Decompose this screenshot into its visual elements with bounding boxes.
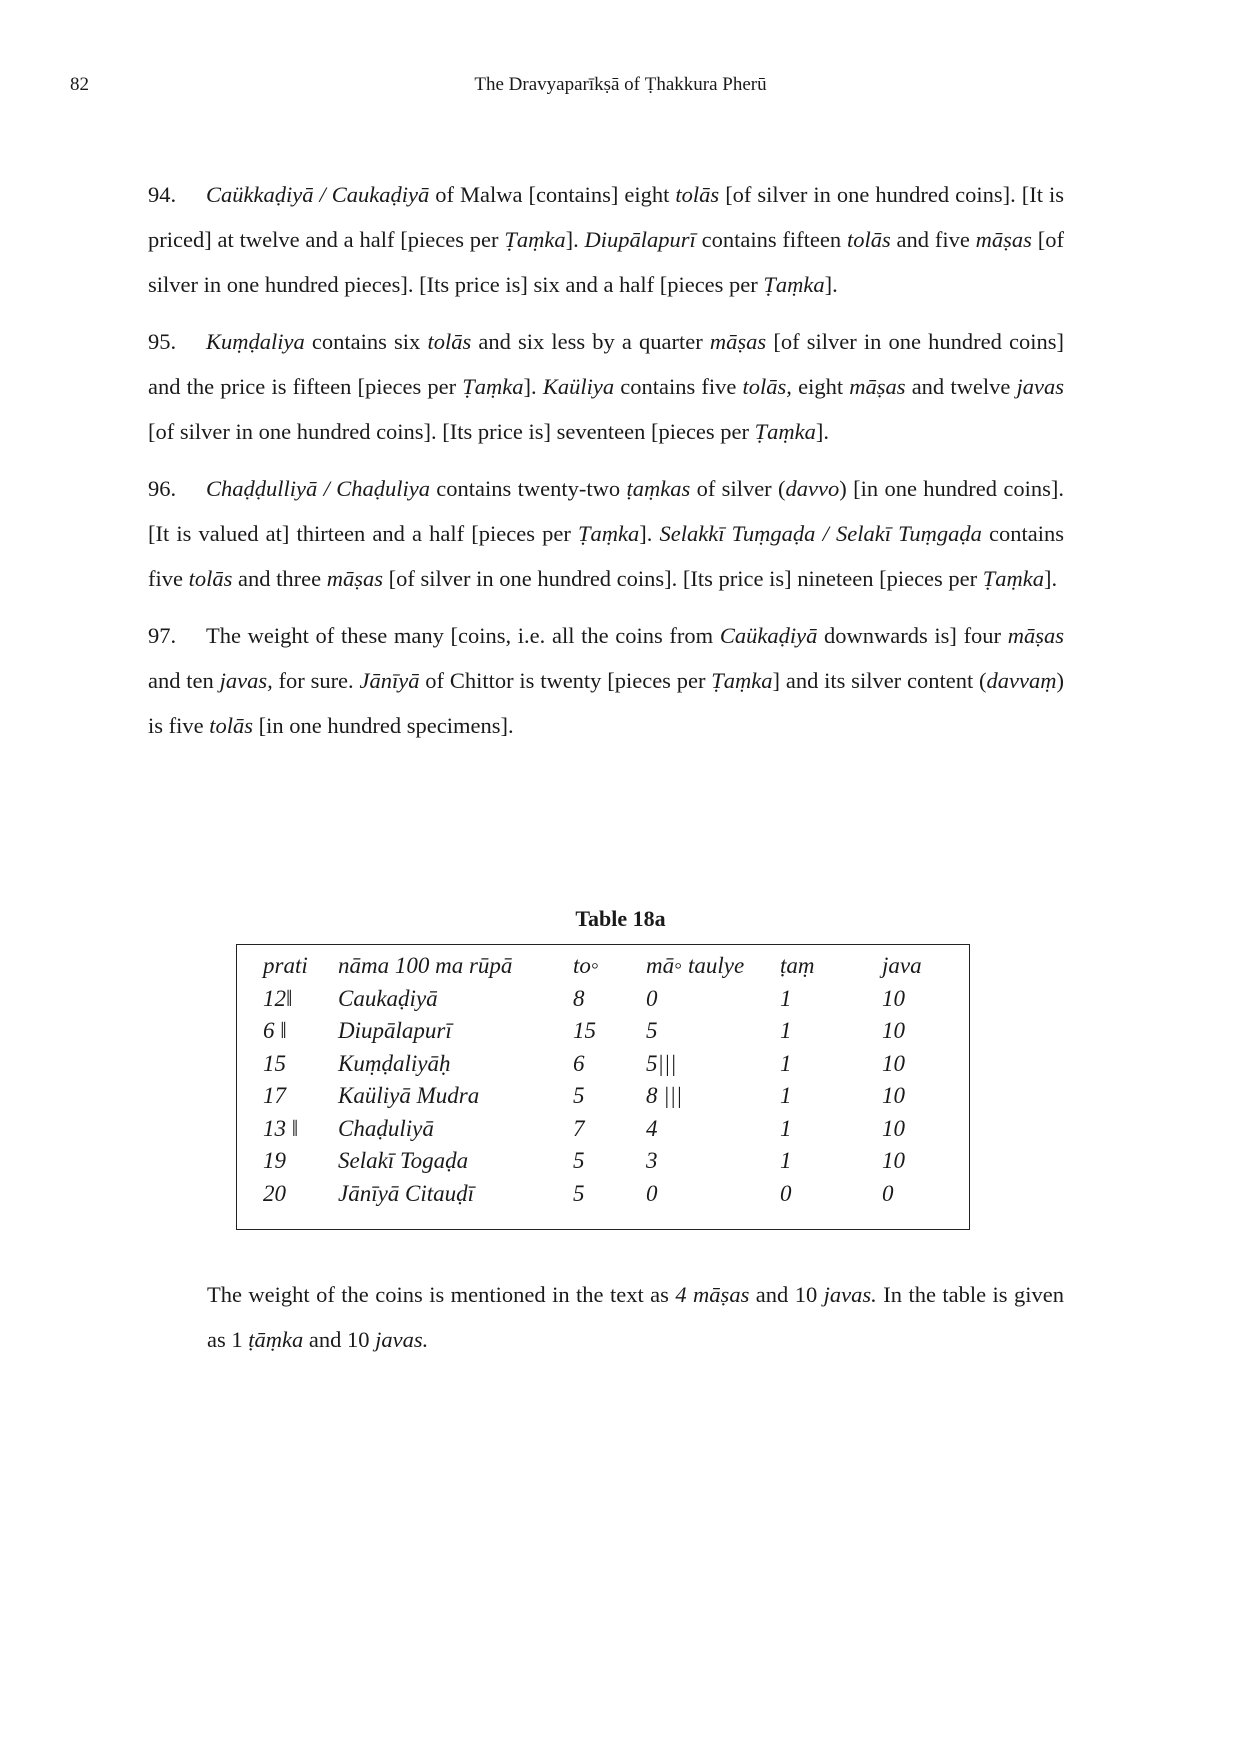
running-title: The Dravyaparīkṣā of Ṭhakkura Pherū <box>474 74 767 95</box>
table-cell: 4 <box>646 1115 658 1141</box>
text-run: and ten <box>148 668 220 693</box>
text-run: contains five <box>614 374 743 399</box>
table-row <box>237 1018 969 1054</box>
text-run: of Chittor is twenty [pieces per <box>419 668 712 693</box>
text-run: and three <box>232 566 327 591</box>
table-cell: 0 <box>646 1180 658 1206</box>
italic-term: māṣas <box>1007 623 1064 648</box>
text-run: and twelve <box>905 374 1017 399</box>
text-run: ) [in one hundred coins]. [It is valued at] thirteen and a half [pieces per <box>148 476 1064 546</box>
italic-term: tolās <box>188 566 233 591</box>
table-cell: Kuṃḍaliyāḥ <box>338 1050 451 1076</box>
italic-term: 4 māṣas <box>675 1282 750 1307</box>
paragraph-body <box>148 476 1064 591</box>
italic-term: Ṭaṃka <box>763 272 825 297</box>
table-row <box>237 986 969 1022</box>
paragraph-96 <box>148 466 1064 601</box>
text-run: and 10 <box>303 1327 376 1352</box>
table-row <box>237 1051 969 1087</box>
paragraph-97 <box>148 613 1064 748</box>
italic-term: māṣas <box>849 374 906 399</box>
table-header-row <box>237 953 969 989</box>
text-run: contains six <box>304 329 428 354</box>
text-run: ]. <box>824 272 838 297</box>
text-run: ]. <box>1044 566 1058 591</box>
italic-term: māṣas <box>975 227 1032 252</box>
italic-term: Ṭaṃka <box>462 374 524 399</box>
text-run: of silver ( <box>690 476 786 501</box>
text-run: [of silver in one hundred coins]. [Its price is] nineteen [pieces per <box>382 566 983 591</box>
table-cell: 1 <box>780 985 792 1011</box>
text-run: The weight of these many [coins, i.e. all the coins from <box>206 623 720 648</box>
italic-term: Diupālapurī <box>584 227 696 252</box>
italic-term: ṭaṃkas <box>626 476 691 501</box>
text-run: contains fifteen <box>695 227 847 252</box>
text-run: for sure. <box>272 668 360 693</box>
italic-term: Kuṃḍaliya <box>206 329 305 354</box>
table-cell: 5 <box>573 1180 585 1206</box>
table-cell: 15 <box>573 1018 596 1043</box>
text-run: In the table is given as 1 <box>207 1282 1064 1352</box>
table-cell: 0 <box>882 1180 894 1206</box>
italic-term: tolās <box>427 329 472 354</box>
table-cell: 5 <box>646 1018 658 1043</box>
table-cell: 10 <box>882 985 905 1011</box>
italic-term: Ṭaṃka <box>578 521 640 546</box>
table-row <box>237 1148 969 1184</box>
text-run: [of silver in one hundred coins] and the price is fifteen [pieces per <box>148 329 1064 399</box>
table-cell: 13 ‖ <box>263 1115 299 1141</box>
table-cell: 10 <box>882 1115 905 1141</box>
italic-term: Caükaḍiyā <box>719 623 818 648</box>
table-cell: Chaḍuliyā <box>338 1115 434 1141</box>
table-cell: Diupālapurī <box>338 1018 452 1043</box>
italic-term: Caükkaḍiyā / Caukaḍiyā <box>206 182 430 207</box>
italic-term: tolās <box>209 713 254 738</box>
italic-term: ṭāṃka <box>248 1327 304 1352</box>
page-number: 82 <box>70 74 89 95</box>
italic-term: javas, <box>219 668 273 693</box>
paragraph-body <box>148 329 1064 444</box>
table-cell: 19 <box>263 1148 286 1173</box>
table-cell: Selakī Togaḍa <box>338 1148 469 1173</box>
table-caption: Table 18a <box>575 906 666 931</box>
table-header-cell: java <box>882 953 922 978</box>
text-run: ) is five <box>148 668 1064 738</box>
text-run: ]. <box>815 419 830 444</box>
text-run: [in one hundred specimens]. <box>253 713 514 738</box>
table-cell: 1 <box>780 1018 792 1043</box>
running-head <box>0 74 1241 104</box>
italic-term: tolās <box>846 227 891 252</box>
text-run: The weight of the coins is mentioned in the text as <box>207 1282 676 1307</box>
coin-table <box>236 944 970 1230</box>
table-cell: 8 <box>573 985 585 1011</box>
paragraph-number: 96. <box>148 476 177 501</box>
text-run: and 10 <box>749 1282 824 1307</box>
table-header-cell: nāma 100 ma rūpā <box>338 953 513 978</box>
table-cell: 10 <box>882 1148 905 1173</box>
italic-term: Selakkī Tuṃgaḍa / Selakī Tuṃgaḍa <box>659 521 982 546</box>
table-row <box>237 1083 969 1119</box>
italic-term: Ṭaṃka <box>711 668 773 693</box>
paragraph-number: 95. <box>148 329 177 354</box>
paragraph-body <box>148 623 1064 738</box>
table-cell: Kaüliyā Mudra <box>338 1083 480 1108</box>
italic-term: Ṭaṃka <box>504 227 566 252</box>
table-cell: 20 <box>263 1180 286 1206</box>
text-run: [of silver in one hundred coins]. [Its price is] seventeen [pieces per <box>148 419 755 444</box>
table-header-cell: to◦ <box>573 953 600 978</box>
table-cell: 7 <box>573 1115 585 1141</box>
text-run: [of silver in one hundred pieces]. [Its price is] six and a half [pieces per <box>148 227 1064 297</box>
text-run: eight <box>791 374 850 399</box>
table-cell: 6 ‖ <box>263 1018 287 1043</box>
body-text <box>148 172 1064 760</box>
italic-term: Kaüliya <box>542 374 615 399</box>
table-cell: 0 <box>780 1180 792 1206</box>
paragraph-number: 94. <box>148 182 177 207</box>
italic-term: davvaṃ <box>986 668 1057 693</box>
italic-term: Ṭaṃka <box>754 419 816 444</box>
paragraph-body <box>148 182 1064 297</box>
table-cell: 10 <box>882 1018 905 1043</box>
text-run: and five <box>890 227 976 252</box>
italic-term: javas <box>1016 374 1064 399</box>
table-cell: 1 <box>780 1148 792 1173</box>
italic-term: tolās, <box>742 374 792 399</box>
text-run: contains twenty-two <box>429 476 627 501</box>
text-run: ]. <box>565 227 585 252</box>
paragraph-number: 97. <box>148 623 177 648</box>
italic-term: javas. <box>823 1282 877 1307</box>
italic-term: Ṭaṃka <box>982 566 1045 591</box>
table-header-cell: prati <box>263 953 308 978</box>
table-cell: 17 <box>263 1083 286 1108</box>
text-run: ] and its silver content ( <box>772 668 987 693</box>
paragraph-94 <box>148 172 1064 307</box>
text-run: [of silver in one hundred coins]. [It is priced] at twelve and a half [pieces per <box>148 182 1065 252</box>
table-cell: 8 ||| <box>646 1083 683 1108</box>
text-run: of Malwa [contains] eight <box>429 182 676 207</box>
table-cell: Caukaḍiyā <box>338 985 438 1011</box>
table-cell: 10 <box>882 1083 905 1108</box>
text-run: ]. <box>523 374 543 399</box>
table-cell: 10 <box>882 1050 905 1076</box>
table-cell: 5 <box>573 1148 585 1173</box>
table-cell: 5 <box>573 1083 585 1108</box>
table-cell: 1 <box>780 1083 792 1108</box>
italic-term: māṣas <box>326 566 383 591</box>
italic-term: māṣas <box>709 329 767 354</box>
italic-term: Jānīyā <box>359 668 420 693</box>
table-header-cell: mā◦ taulye <box>646 953 745 978</box>
table-cell: 0 <box>646 985 658 1011</box>
table-row <box>237 1116 969 1152</box>
text-run: contains five <box>148 521 1065 591</box>
paragraph-95 <box>148 319 1064 454</box>
table-cell: 15 <box>263 1050 286 1076</box>
text-run: ]. <box>639 521 660 546</box>
table-note <box>207 1272 1064 1362</box>
table-cell: 5||| <box>646 1050 677 1076</box>
text-run: and six less by a quarter <box>471 329 710 354</box>
italic-term: tolās <box>675 182 720 207</box>
table-cell: Jānīyā Citauḍī <box>338 1180 475 1206</box>
table-row <box>237 1181 969 1217</box>
italic-term: Chaḍḍulliyā / Chaḍuliya <box>206 476 430 501</box>
italic-term: javas. <box>375 1327 429 1352</box>
table-cell: 6 <box>573 1050 585 1076</box>
table-cell: 1 <box>780 1050 792 1076</box>
table-cell: 3 <box>646 1148 658 1173</box>
table-cell: 12‖ <box>263 985 293 1011</box>
table-header-cell: ṭaṃ <box>780 953 815 978</box>
italic-term: davvo <box>785 476 840 501</box>
table-cell: 1 <box>780 1115 792 1141</box>
text-run: downwards is] four <box>817 623 1008 648</box>
